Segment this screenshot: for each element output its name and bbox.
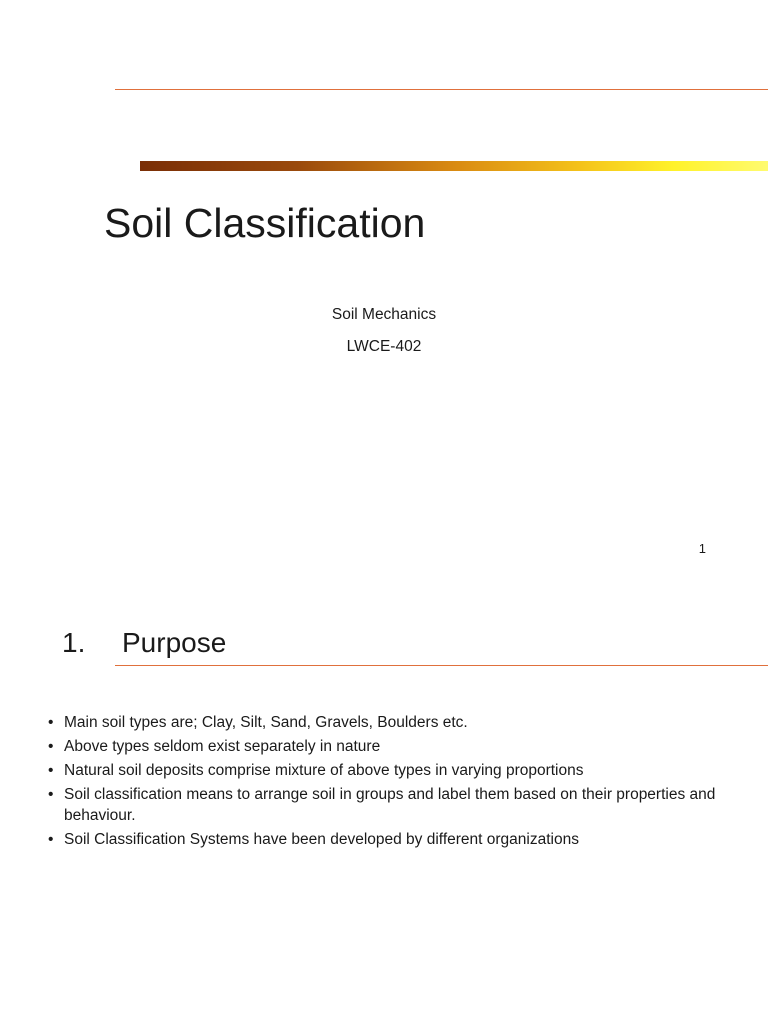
bullet-text: Soil classification means to arrange soil in groups and label them based on their properties and behaviour. [64, 786, 716, 824]
bullet-item [48, 712, 748, 733]
top-rule [115, 89, 768, 90]
bullet-text: Soil Classification Systems have been developed by different organizations [64, 831, 579, 848]
bullet-item [48, 784, 748, 826]
bullet-icon: • [48, 786, 54, 803]
purpose-slide [0, 580, 768, 1024]
bullet-text: Main soil types are; Clay, Silt, Sand, Gravels, Boulders etc. [64, 714, 468, 731]
slide-title: Soil Classification [104, 200, 426, 246]
course-code: LWCE-402 [346, 338, 422, 355]
bullet-text: Above types seldom exist separately in nature [64, 738, 381, 755]
bullet-icon: • [48, 831, 54, 848]
bullet-icon: • [48, 762, 54, 779]
course-name: Soil Mechanics [331, 306, 437, 323]
bullet-item [48, 760, 748, 781]
slide-heading: Purpose [122, 627, 227, 658]
bullet-icon: • [48, 738, 54, 755]
bullet-text: Natural soil deposits comprise mixture of above types in varying proportions [64, 762, 584, 779]
heading-rule [115, 665, 768, 666]
heading-number: 1. [62, 627, 86, 658]
gradient-accent-bar [140, 161, 768, 171]
slide-number: 1 [698, 541, 706, 556]
bullet-item [48, 829, 748, 850]
bullet-list [48, 712, 748, 853]
bullet-item [48, 736, 748, 757]
bullet-icon: • [48, 714, 54, 731]
